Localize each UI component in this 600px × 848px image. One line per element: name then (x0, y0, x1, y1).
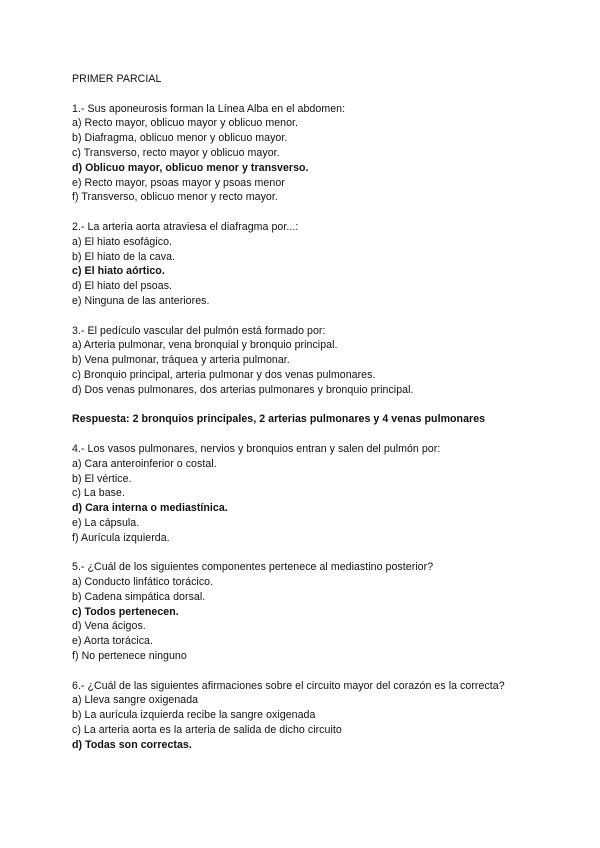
option-e: e) Aorta torácica. (72, 635, 153, 648)
page-title: PRIMER PARCIAL (72, 73, 162, 85)
option-a: a) Lleva sangre oxigenada (72, 694, 199, 707)
question-3-answer (72, 412, 542, 427)
option-c: c) La arteria aorta es la arteria de salida de dicho circuito (72, 724, 342, 737)
question-5 (72, 560, 542, 664)
option-d: d) Dos venas pulmonares, dos arterias pulmonares y bronquio principal. (72, 383, 414, 396)
option-b: b) Vena pulmonar, tráquea y arteria pulmonar. (72, 354, 290, 367)
option-e: e) La cápsula. (72, 516, 140, 529)
option-e: e) Recto mayor, psoas mayor y psoas menor (72, 176, 285, 189)
option-a: a) Recto mayor, oblicuo mayor y oblicuo menor. (72, 117, 299, 130)
option-c: c) La base. (72, 487, 125, 500)
option-c-correct: c) El hiato aórtico. (72, 265, 165, 278)
option-c-correct: c) Todos pertenecen. (72, 605, 179, 618)
option-c: c) Transverso, recto mayor y oblicuo mayor. (72, 146, 280, 159)
answer-text: Respuesta: 2 bronquios principales, 2 arterias pulmonares y 4 venas pulmonares (72, 413, 486, 426)
question-text: 2.- La arteria aorta atraviesa el diafragma por...: (72, 220, 299, 233)
option-d-correct: d) Oblicuo mayor, oblicuo menor y transverso. (72, 161, 309, 174)
option-b: b) Diafragma, oblicuo menor y oblicuo mayor. (72, 132, 288, 145)
question-text: 3.- El pedículo vascular del pulmón está formado por: (72, 324, 326, 337)
question-text: 6.- ¿Cuál de las siguientes afirmaciones sobre el circuito mayor del corazón es la correcta? (72, 679, 505, 692)
question-2 (72, 220, 542, 309)
option-d: d) El hiato del psoas. (72, 280, 173, 293)
option-a: a) Cara anteroinferior o costal. (72, 457, 217, 470)
option-b: b) El vértice. (72, 472, 132, 485)
document-content (72, 72, 542, 767)
question-3 (72, 324, 542, 398)
option-b: b) La aurícula izquierda recibe la sangre oxigenada (72, 709, 316, 722)
option-f: f) Transverso, oblicuo menor y recto mayor. (72, 191, 278, 204)
option-f: f) Aurícula izquierda. (72, 531, 170, 544)
option-d: d) Vena ácigos. (72, 620, 146, 633)
option-b: b) Cadena simpática dorsal. (72, 590, 206, 603)
option-a: a) El hiato esofágico. (72, 235, 173, 248)
option-a: a) Conducto linfático torácico. (72, 576, 214, 589)
option-b: b) El hiato de la cava. (72, 250, 176, 263)
question-6 (72, 679, 542, 753)
option-c: c) Bronquio principal, arteria pulmonar y dos venas pulmonares. (72, 368, 376, 381)
question-text: 5.- ¿Cuál de los siguientes componentes pertenece al mediastino posterior? (72, 561, 434, 574)
option-e: e) Ninguna de las anteriores. (72, 294, 210, 307)
question-4 (72, 442, 542, 546)
question-1 (72, 102, 542, 206)
question-text: 4.- Los vasos pulmonares, nervios y bronquios entran y salen del pulmón por: (72, 442, 441, 455)
option-d-correct: d) Cara interna o mediastínica. (72, 502, 228, 515)
option-f: f) No pertenece ninguno (72, 650, 187, 663)
question-text: 1.- Sus aponeurosis forman la Línea Alba en el abdomen: (72, 102, 346, 115)
option-d-correct: d) Todas son correctas. (72, 738, 192, 751)
option-a: a) Arteria pulmonar, vena bronquial y bronquio principal. (72, 339, 338, 352)
